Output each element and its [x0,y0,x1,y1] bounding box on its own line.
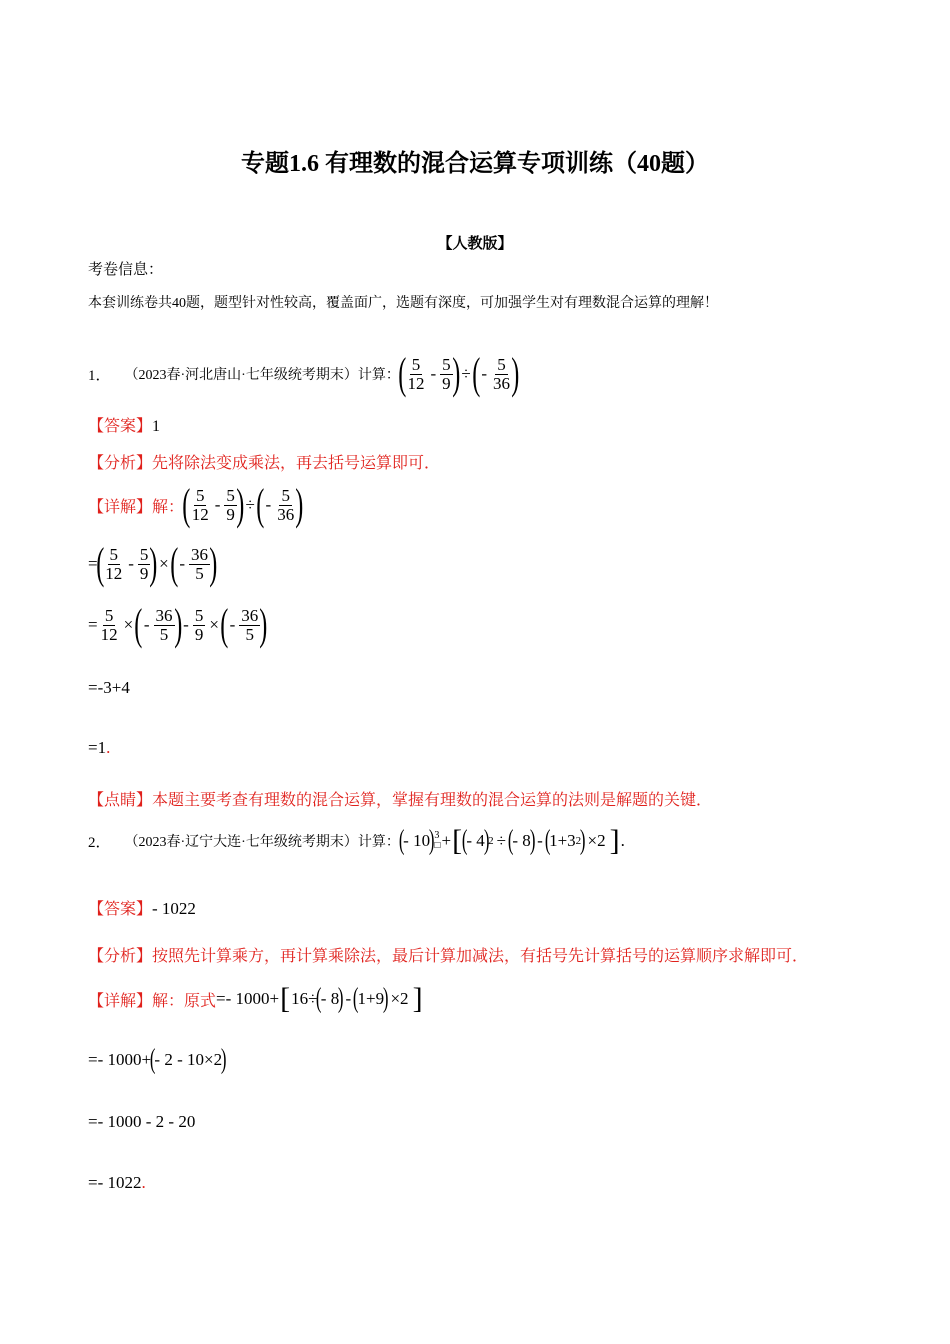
q2-detail-line: 【详解】 解：原式 =- 1000+ [ 16÷ ( - 8 ) - ( 1+9 ) ×2 ] [88,982,423,1015]
q1-detail-expression: ( $\frac{5}{12}$ - $\frac{5}{9}$ ) ÷ ( - $\frac{5}{36}$ ) [182,480,304,529]
q2-step-2: =- 1000+ ( - 2 - 10×2 ) [88,1044,227,1075]
left-paren: ( [471,349,481,398]
q2-source: （2023春·辽宁大连·七年级统考期末）计算： [124,835,400,850]
q2-expression: ( - 10 ) 3 □ + [ ( - 4 ) 2 ÷ ( - 8 ) - ( 1+3 2 ) ×2 ] . [398,824,625,857]
question-2 [88,826,625,856]
right-paren: ) [451,349,461,398]
q1-step-2: = ( $\frac{5}{12}$ - $\frac{5}{9}$ ) × ( - $\frac{36}{5}$ ) [88,539,218,588]
q1-analysis: 【分析】先将除法变成乘法，再去括号运算即可． [88,455,441,472]
fraction-5-9: $\frac{5}{9}$ [442,354,451,393]
q1-answer: 【答案】1 [88,418,161,435]
page-title: 专题1.6 有理数的混合运算专项训练（40题） [241,151,709,177]
q1-step-3: = $\frac{5}{12}$ × ( - $\frac{36}{5}$ ) - $\frac{5}{9}$ × ( - $\frac{36}{5}$ ) [88,600,268,649]
question-1 [88,349,520,398]
fraction-5-36: $\frac{5}{36}$ [493,354,510,393]
info-label: 考卷信息： [88,262,164,278]
q1-comment: 【点睛】本题主要考查有理数的混合运算，掌握有理数的混合运算的法则是解题的关键． [88,792,713,809]
q2-number: 2． [88,834,111,851]
q1-detail-line: 【详解】 解： ( $\frac{5}{12}$ - $\frac{5}{9}$ ) ÷ ( - $\frac{5}{36}$ ) [88,480,304,529]
q1-number: 1． [88,367,111,384]
edition-label: 【人教版】 [437,236,513,252]
q1-expression: ( $\frac{5}{12}$ - $\frac{5}{9}$ ) ÷ ( - $\frac{5}{36}$ ) [398,349,520,398]
info-text: 本套训练卷共40题，题型针对性较高，覆盖面广，选题有深度，可加强学生对有理数混合运算的理解！ [88,296,718,311]
q2-analysis: 【分析】按照先计算乘方，再计算乘除法，最后计算加减法，有括号先计算括号的运算顺序求解即可． [88,948,809,965]
left-paren: ( [398,349,407,398]
q2-answer: 【答案】- 1022 [88,899,196,918]
right-paren: ) [511,349,520,398]
q1-source: （2023春·河北唐山·七年级统考期末）计算： [124,368,400,383]
fraction-5-12: $\frac{5}{12}$ [407,354,425,393]
q2-step-3: =- 1000 - 2 - 20 [88,1112,196,1131]
q2-step-4: =- 1022. [88,1173,146,1192]
q1-step-4: =-3+4 [88,678,130,697]
q1-step-5: =1. [88,738,111,757]
